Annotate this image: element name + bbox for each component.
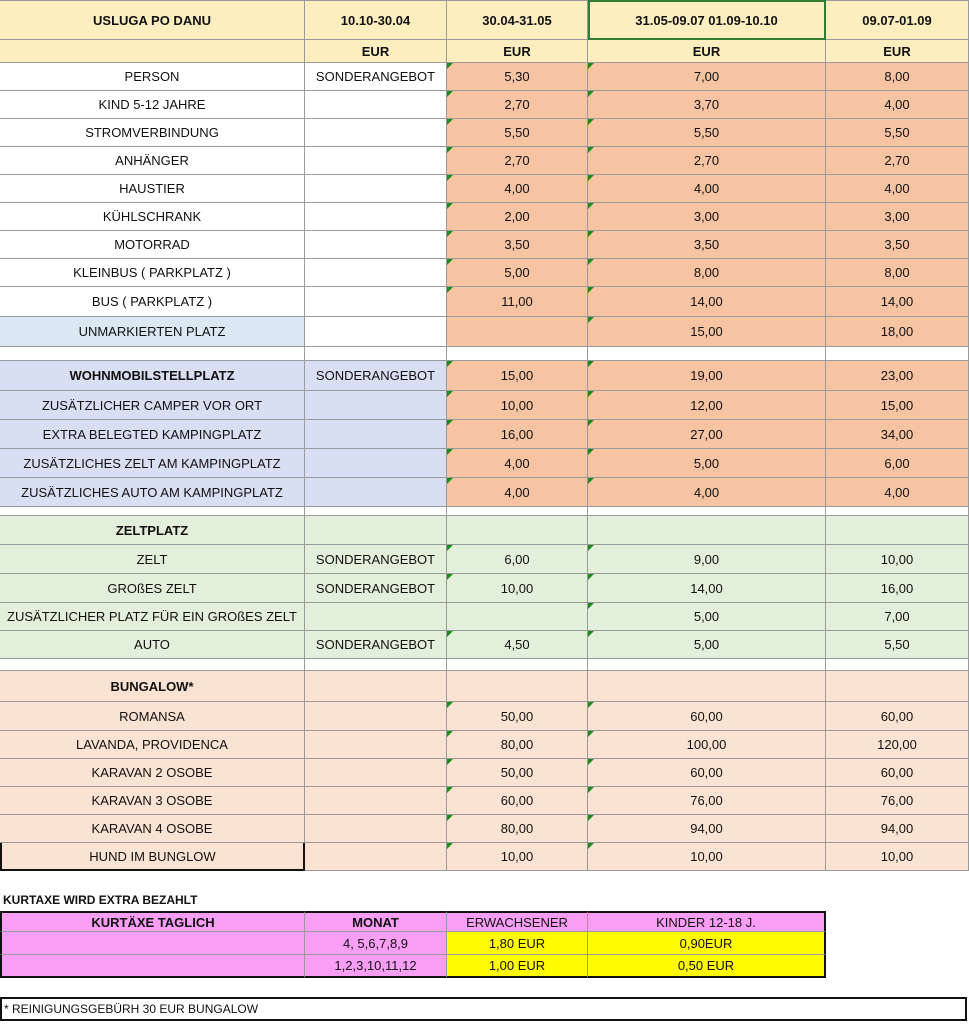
- price-cell[interactable]: 16,00: [447, 420, 588, 449]
- service-label[interactable]: KARAVAN 4 OSOBE: [0, 815, 305, 843]
- kurtaxe-row: [0, 955, 827, 978]
- price-cell[interactable]: 15,00: [826, 391, 969, 420]
- special-offer-cell[interactable]: [305, 317, 447, 347]
- kurtaxe-adult[interactable]: 1,00 EUR: [447, 955, 588, 978]
- special-offer-cell[interactable]: [305, 203, 447, 231]
- price-cell[interactable]: 2,70: [588, 147, 826, 175]
- price-cell[interactable]: 4,00: [447, 449, 588, 478]
- price-cell[interactable]: 5,50: [447, 119, 588, 147]
- empty-cell[interactable]: [826, 507, 969, 516]
- special-offer-cell[interactable]: SONDERANGEBOT: [305, 63, 447, 91]
- price-cell[interactable]: [447, 671, 588, 702]
- price-cell[interactable]: 15,00: [447, 361, 588, 391]
- empty-cell[interactable]: [588, 347, 826, 361]
- special-offer-cell[interactable]: SONDERANGEBOT: [305, 631, 447, 659]
- price-cell[interactable]: 50,00: [447, 702, 588, 731]
- kurtaxe-cell[interactable]: [0, 932, 305, 955]
- service-label[interactable]: HAUSTIER: [0, 175, 305, 203]
- price-cell[interactable]: 15,00: [588, 317, 826, 347]
- service-label[interactable]: ZELTPLATZ: [0, 516, 305, 545]
- table-row: [0, 815, 969, 843]
- table-row: [0, 843, 969, 871]
- currency-cell[interactable]: EUR: [588, 40, 826, 63]
- empty-cell[interactable]: [0, 659, 305, 671]
- price-cell[interactable]: 10,00: [826, 545, 969, 574]
- special-offer-cell[interactable]: [305, 420, 447, 449]
- service-label[interactable]: EXTRA BELEGTED KAMPINGPLATZ: [0, 420, 305, 449]
- price-cell[interactable]: [447, 603, 588, 631]
- table-row: [0, 175, 969, 203]
- price-cell[interactable]: 8,00: [826, 259, 969, 287]
- price-cell[interactable]: [826, 516, 969, 545]
- price-cell[interactable]: 76,00: [588, 787, 826, 815]
- price-cell[interactable]: [826, 671, 969, 702]
- kurtaxe-header-row: [0, 911, 827, 932]
- service-label[interactable]: AUTO: [0, 631, 305, 659]
- price-cell[interactable]: 4,00: [588, 175, 826, 203]
- empty-cell[interactable]: [305, 659, 447, 671]
- table-row: [0, 119, 969, 147]
- header-period-1[interactable]: 10.10-30.04: [305, 0, 447, 40]
- service-label[interactable]: ANHÄNGER: [0, 147, 305, 175]
- special-offer-cell[interactable]: [305, 449, 447, 478]
- currency-cell[interactable]: EUR: [447, 40, 588, 63]
- price-cell[interactable]: 2,70: [447, 147, 588, 175]
- price-cell[interactable]: 5,00: [588, 449, 826, 478]
- service-label[interactable]: ZUSÄTZLICHER CAMPER VOR ORT: [0, 391, 305, 420]
- price-cell[interactable]: 6,00: [826, 449, 969, 478]
- service-label[interactable]: PERSON: [0, 63, 305, 91]
- price-cell[interactable]: 12,00: [588, 391, 826, 420]
- empty-cell[interactable]: [588, 507, 826, 516]
- kurtaxe-head-child[interactable]: KINDER 12-18 J.: [588, 911, 826, 932]
- price-cell[interactable]: 60,00: [588, 759, 826, 787]
- price-cell[interactable]: 3,00: [588, 203, 826, 231]
- price-cell[interactable]: 8,00: [588, 259, 826, 287]
- empty-cell[interactable]: [588, 659, 826, 671]
- kurtaxe-head-month[interactable]: MONAT: [305, 911, 447, 932]
- special-offer-cell[interactable]: SONDERANGEBOT: [305, 545, 447, 574]
- special-offer-cell[interactable]: [305, 91, 447, 119]
- price-cell[interactable]: 7,00: [588, 63, 826, 91]
- kurtaxe-month[interactable]: 1,2,3,10,11,12: [305, 955, 447, 978]
- price-cell[interactable]: 60,00: [447, 787, 588, 815]
- kurtaxe-child[interactable]: 0,90EUR: [588, 932, 826, 955]
- kurtaxe-cell[interactable]: [0, 955, 305, 978]
- empty-cell[interactable]: [447, 347, 588, 361]
- price-cell[interactable]: 94,00: [588, 815, 826, 843]
- footnote: * REINIGUNGSGEBÜRH 30 EUR BUNGALOW: [0, 997, 967, 1021]
- price-cell[interactable]: 6,00: [447, 545, 588, 574]
- service-label[interactable]: HUND IM BUNGLOW: [0, 843, 305, 871]
- table-row: [0, 391, 969, 420]
- special-offer-cell[interactable]: [305, 478, 447, 507]
- service-label[interactable]: KÜHLSCHRANK: [0, 203, 305, 231]
- special-offer-cell[interactable]: [305, 147, 447, 175]
- special-offer-cell[interactable]: [305, 231, 447, 259]
- empty-cell[interactable]: [305, 347, 447, 361]
- currency-row: [0, 40, 969, 63]
- table-row: [0, 361, 969, 391]
- kurtaxe-child[interactable]: 0,50 EUR: [588, 955, 826, 978]
- price-cell[interactable]: 4,00: [447, 175, 588, 203]
- price-cell[interactable]: 60,00: [826, 759, 969, 787]
- table-row: [0, 449, 969, 478]
- special-offer-cell[interactable]: [305, 702, 447, 731]
- service-label[interactable]: BUS ( PARKPLATZ ): [0, 287, 305, 317]
- spacer-row: [0, 347, 969, 361]
- empty-cell[interactable]: [0, 347, 305, 361]
- service-label[interactable]: GROßES ZELT: [0, 574, 305, 603]
- special-offer-cell[interactable]: [305, 731, 447, 759]
- price-cell[interactable]: 100,00: [588, 731, 826, 759]
- price-cell[interactable]: 5,00: [588, 603, 826, 631]
- table-row: [0, 671, 969, 702]
- price-cell[interactable]: 10,00: [447, 574, 588, 603]
- price-cell[interactable]: 94,00: [826, 815, 969, 843]
- kurtaxe-row: [0, 932, 827, 955]
- price-cell[interactable]: 10,00: [447, 843, 588, 871]
- price-cell[interactable]: 8,00: [826, 63, 969, 91]
- table-row: [0, 787, 969, 815]
- service-label[interactable]: ZUSÄTZLICHER PLATZ FÜR EIN GROßES ZELT: [0, 603, 305, 631]
- header-period-3[interactable]: 31.05-09.07 01.09-10.10: [588, 0, 826, 40]
- header-service[interactable]: USLUGA PO DANU: [0, 0, 305, 40]
- price-cell[interactable]: 3,50: [447, 231, 588, 259]
- price-cell[interactable]: 11,00: [447, 287, 588, 317]
- price-cell[interactable]: 5,00: [588, 631, 826, 659]
- service-label[interactable]: KARAVAN 2 OSOBE: [0, 759, 305, 787]
- price-cell[interactable]: 10,00: [447, 391, 588, 420]
- table-row: [0, 203, 969, 231]
- price-cell[interactable]: 3,50: [826, 231, 969, 259]
- price-cell[interactable]: 80,00: [447, 815, 588, 843]
- price-cell[interactable]: 2,70: [826, 147, 969, 175]
- price-cell[interactable]: 4,00: [826, 91, 969, 119]
- special-offer-cell[interactable]: SONDERANGEBOT: [305, 361, 447, 391]
- spacer-row: [0, 659, 969, 671]
- special-offer-cell[interactable]: [305, 516, 447, 545]
- table-row: [0, 759, 969, 787]
- service-label[interactable]: KIND 5-12 JAHRE: [0, 91, 305, 119]
- table-row: [0, 702, 969, 731]
- price-cell[interactable]: 60,00: [826, 702, 969, 731]
- service-label[interactable]: KLEINBUS ( PARKPLATZ ): [0, 259, 305, 287]
- service-label[interactable]: ZUSÄTZLICHES ZELT AM KAMPINGPLATZ: [0, 449, 305, 478]
- special-offer-cell[interactable]: [305, 119, 447, 147]
- empty-cell[interactable]: [447, 507, 588, 516]
- service-label[interactable]: BUNGALOW*: [0, 671, 305, 702]
- table-row: [0, 603, 969, 631]
- empty-cell[interactable]: [447, 659, 588, 671]
- special-offer-cell[interactable]: [305, 175, 447, 203]
- special-offer-cell[interactable]: [305, 259, 447, 287]
- table-row: [0, 478, 969, 507]
- service-label[interactable]: ZELT: [0, 545, 305, 574]
- price-cell[interactable]: 18,00: [826, 317, 969, 347]
- empty-cell[interactable]: [0, 507, 305, 516]
- table-row: [0, 231, 969, 259]
- price-cell[interactable]: 9,00: [588, 545, 826, 574]
- price-cell[interactable]: 5,50: [588, 119, 826, 147]
- kurtaxe-head-daily[interactable]: KURTÄXE TAGLICH: [0, 911, 305, 932]
- price-cell[interactable]: [447, 516, 588, 545]
- price-cell[interactable]: 14,00: [588, 287, 826, 317]
- table-row: [0, 731, 969, 759]
- special-offer-cell[interactable]: [305, 759, 447, 787]
- special-offer-cell[interactable]: [305, 603, 447, 631]
- price-cell[interactable]: 3,00: [826, 203, 969, 231]
- price-cell[interactable]: 2,70: [447, 91, 588, 119]
- special-offer-cell[interactable]: [305, 391, 447, 420]
- service-label[interactable]: KARAVAN 3 OSOBE: [0, 787, 305, 815]
- table-row: [0, 631, 969, 659]
- price-cell[interactable]: 120,00: [826, 731, 969, 759]
- service-label[interactable]: MOTORRAD: [0, 231, 305, 259]
- table-row: [0, 287, 969, 317]
- currency-cell[interactable]: EUR: [305, 40, 447, 63]
- spacer-row: [0, 507, 969, 516]
- table-row: [0, 63, 969, 91]
- empty-cell[interactable]: [826, 347, 969, 361]
- table-row: [0, 516, 969, 545]
- price-cell[interactable]: 50,00: [447, 759, 588, 787]
- special-offer-cell[interactable]: [305, 787, 447, 815]
- table-row: [0, 420, 969, 449]
- currency-cell[interactable]: EUR: [826, 40, 969, 63]
- price-cell[interactable]: 4,00: [826, 175, 969, 203]
- price-cell[interactable]: 80,00: [447, 731, 588, 759]
- price-cell[interactable]: 4,00: [447, 478, 588, 507]
- service-label[interactable]: ZUSÄTZLICHES AUTO AM KAMPINGPLATZ: [0, 478, 305, 507]
- price-cell[interactable]: 4,50: [447, 631, 588, 659]
- special-offer-cell[interactable]: [305, 843, 447, 871]
- table-row: [0, 545, 969, 574]
- empty-cell[interactable]: [305, 507, 447, 516]
- price-cell[interactable]: 3,70: [588, 91, 826, 119]
- service-label[interactable]: WOHNMOBILSTELLPLATZ: [0, 361, 305, 391]
- price-cell[interactable]: 76,00: [826, 787, 969, 815]
- price-cell[interactable]: 16,00: [826, 574, 969, 603]
- service-label[interactable]: STROMVERBINDUNG: [0, 119, 305, 147]
- price-cell[interactable]: 27,00: [588, 420, 826, 449]
- price-cell[interactable]: 10,00: [588, 843, 826, 871]
- service-label[interactable]: ROMANSA: [0, 702, 305, 731]
- price-cell[interactable]: 5,00: [447, 259, 588, 287]
- table-row: [0, 147, 969, 175]
- table-row: [0, 91, 969, 119]
- special-offer-cell[interactable]: [305, 671, 447, 702]
- table-row: [0, 574, 969, 603]
- price-cell[interactable]: 14,00: [588, 574, 826, 603]
- service-label[interactable]: UNMARKIERTEN PLATZ: [0, 317, 305, 347]
- table-row: [0, 317, 969, 347]
- header-period-4[interactable]: 09.07-01.09: [826, 0, 969, 40]
- kurtaxe-head-adult[interactable]: ERWACHSENER: [447, 911, 588, 932]
- table-row: [0, 259, 969, 287]
- price-cell[interactable]: 60,00: [588, 702, 826, 731]
- price-cell[interactable]: 7,00: [826, 603, 969, 631]
- price-cell[interactable]: 34,00: [826, 420, 969, 449]
- price-cell[interactable]: [588, 516, 826, 545]
- price-cell[interactable]: [447, 317, 588, 347]
- price-cell[interactable]: [588, 671, 826, 702]
- price-cell[interactable]: 2,00: [447, 203, 588, 231]
- kurtaxe-title: KURTAXE WIRD EXTRA BEZAHLT: [3, 893, 198, 907]
- price-cell[interactable]: 23,00: [826, 361, 969, 391]
- header-period-2[interactable]: 30.04-31.05: [447, 0, 588, 40]
- kurtaxe-month[interactable]: 4, 5,6,7,8,9: [305, 932, 447, 955]
- currency-empty[interactable]: [0, 40, 305, 63]
- price-cell[interactable]: 4,00: [826, 478, 969, 507]
- special-offer-cell[interactable]: SONDERANGEBOT: [305, 574, 447, 603]
- kurtaxe-adult[interactable]: 1,80 EUR: [447, 932, 588, 955]
- price-cell[interactable]: 5,30: [447, 63, 588, 91]
- header-row: [0, 0, 969, 40]
- price-cell[interactable]: 5,50: [826, 631, 969, 659]
- special-offer-cell[interactable]: [305, 287, 447, 317]
- special-offer-cell[interactable]: [305, 815, 447, 843]
- price-cell[interactable]: 10,00: [826, 843, 969, 871]
- price-cell[interactable]: 3,50: [588, 231, 826, 259]
- price-cell[interactable]: 14,00: [826, 287, 969, 317]
- empty-cell[interactable]: [826, 659, 969, 671]
- price-cell[interactable]: 4,00: [588, 478, 826, 507]
- price-cell[interactable]: 19,00: [588, 361, 826, 391]
- service-label[interactable]: LAVANDA, PROVIDENCA: [0, 731, 305, 759]
- price-cell[interactable]: 5,50: [826, 119, 969, 147]
